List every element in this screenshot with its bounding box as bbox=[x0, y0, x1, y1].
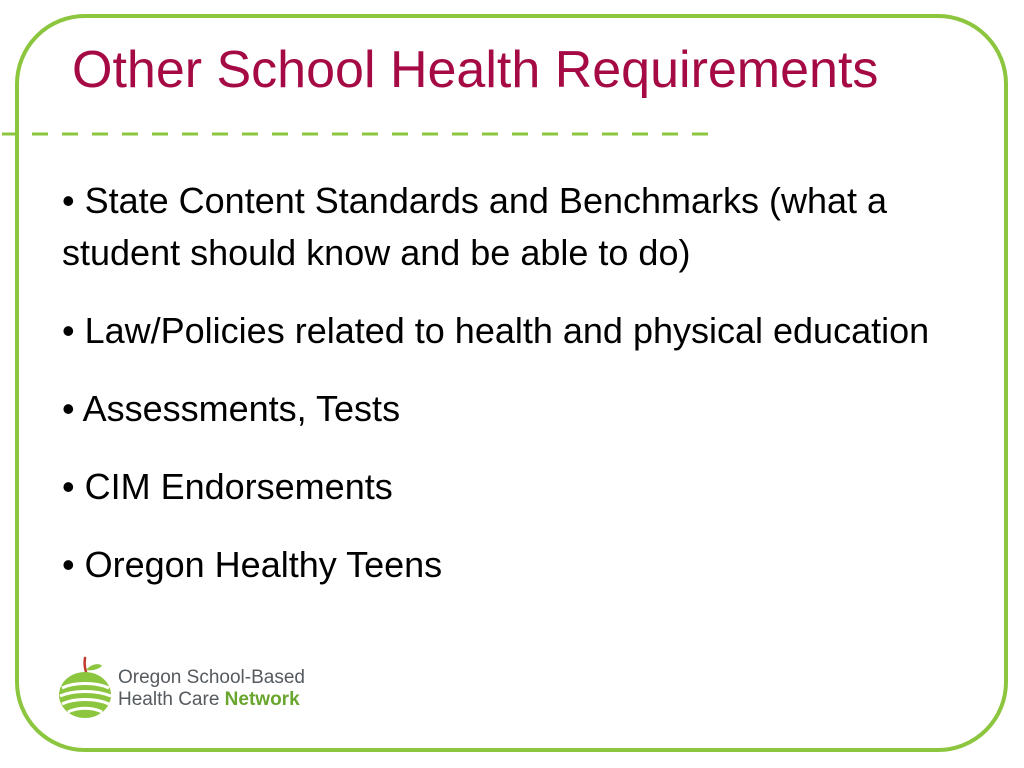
logo-line-2-accent: Network bbox=[224, 689, 300, 710]
logo-line-2 bbox=[118, 689, 305, 711]
bullet-item: • Oregon Healthy Teens bbox=[62, 544, 443, 585]
logo-line-1: Oregon School-Based bbox=[118, 667, 305, 688]
dashed-divider bbox=[0, 131, 720, 137]
logo-line-2-prefix: Health Care bbox=[118, 689, 220, 710]
logo-text bbox=[118, 667, 305, 711]
bullet-item: • Law/Policies related to health and physical education bbox=[62, 310, 930, 351]
apple-logo-icon bbox=[56, 655, 114, 721]
bullet-list bbox=[62, 175, 982, 617]
slide-title: Other School Health Requirements bbox=[72, 41, 879, 99]
bullet-item: • Assessments, Tests bbox=[62, 388, 401, 429]
organization-logo bbox=[56, 655, 326, 725]
bullet-item: • State Content Standards and Benchmarks (what a student should know and be able to do) bbox=[62, 180, 888, 273]
bullet-item: • CIM Endorsements bbox=[62, 466, 393, 507]
